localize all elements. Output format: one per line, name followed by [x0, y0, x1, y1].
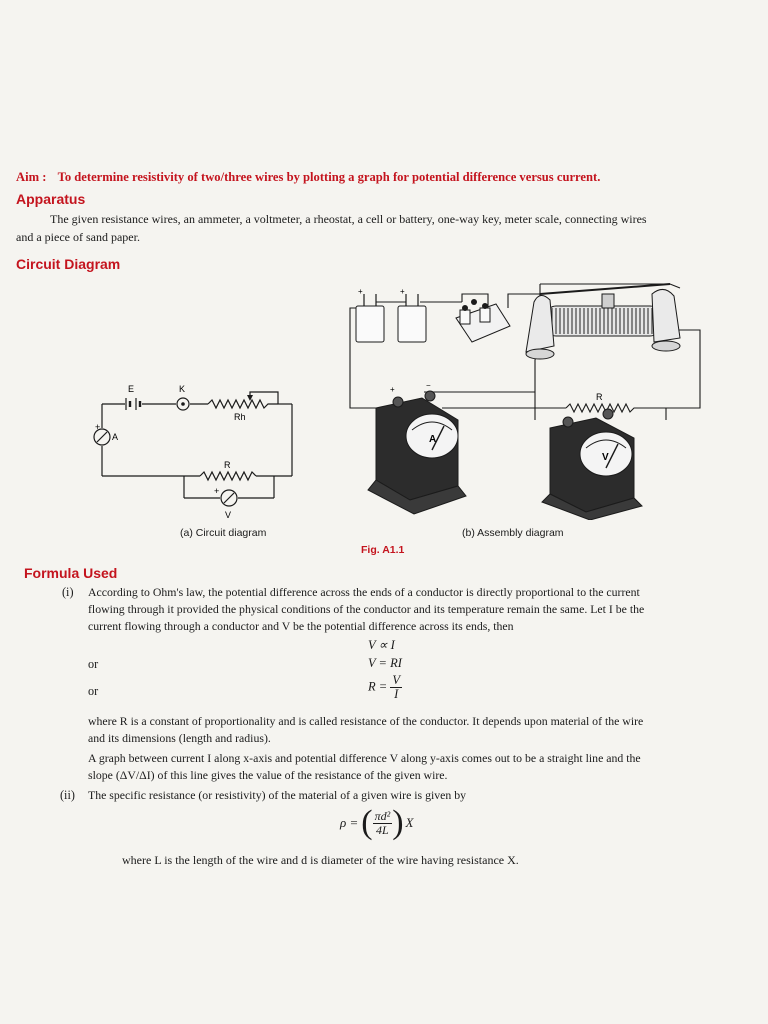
- or-label-2: or: [88, 684, 99, 698]
- resistance-numerator: V: [392, 673, 400, 687]
- ammeter-minus: −: [426, 381, 431, 390]
- label-V-plus: +: [214, 486, 220, 496]
- assembly-label-R: R: [596, 392, 603, 402]
- label-A: A: [112, 432, 119, 442]
- ohms-law-line3: current flowing through a conductor and V be the potential difference across its ends, then: [88, 619, 514, 633]
- label-R: R: [224, 460, 231, 470]
- ammeter-plus: +: [390, 385, 395, 394]
- formula-used-heading: Formula Used: [24, 565, 118, 581]
- where-line1: where R is a constant of proportionality and is called resistance of the conductor. It depends upon material of the wire: [88, 714, 644, 728]
- label-Rh: Rh: [234, 412, 246, 422]
- label-E: E: [128, 384, 135, 394]
- ohms-law-line2: flowing through it provided the physical conditions of the conductor and its temperature remain the same. Let I be the: [88, 602, 645, 616]
- rho-fraction: [373, 810, 393, 837]
- rho-denominator: 4L: [376, 822, 389, 837]
- equation-ohm: V = RI: [368, 656, 402, 670]
- resistivity-intro: The specific resistance (or resistivity) of the material of a given wire is given by: [88, 788, 467, 802]
- left-paren: (: [361, 804, 373, 841]
- ohms-law-line1: According to Ohm's law, the potential difference across the ends of a conductor is directly proportional to the current: [88, 585, 640, 599]
- apparatus-text-line2: and a piece of sand paper.: [16, 230, 140, 244]
- label-A-plus: +: [95, 422, 101, 432]
- resistance-fraction: [390, 674, 402, 701]
- caption-circuit-diagram: (a) Circuit diagram: [180, 527, 267, 539]
- resistance-denominator: I: [394, 687, 399, 701]
- graph-line1: A graph between current I along x-axis and potential difference V along y-axis comes out to be a straight line and the: [88, 751, 641, 765]
- rho-lhs: ρ =: [340, 815, 359, 830]
- label-V: V: [225, 510, 232, 520]
- cell2-plus: +: [400, 287, 405, 296]
- apparatus-text-line1: The given resistance wires, an ammeter, a voltmeter, a rheostat, a cell or battery, one-way key, meter scale, connecting wires: [50, 212, 647, 226]
- circuit-diagram-heading: Circuit Diagram: [16, 256, 121, 272]
- rho-rhs: X: [405, 815, 414, 830]
- caption-assembly-diagram: (b) Assembly diagram: [462, 527, 564, 539]
- circuit-diagram-schematic: [90, 380, 305, 520]
- cell1-plus: +: [358, 287, 363, 296]
- label-K: K: [179, 384, 186, 394]
- aim-line: [16, 170, 600, 185]
- voltmeter-label: V: [602, 452, 609, 463]
- item-ii-marker: (ii): [60, 788, 75, 802]
- equation-proportional: V ∝ I: [368, 638, 395, 652]
- equation-resistance: [368, 674, 402, 701]
- item-i-marker: (i): [62, 585, 74, 599]
- or-label-1: or: [88, 657, 99, 671]
- resistance-lhs: R =: [368, 679, 388, 694]
- graph-line2: slope (ΔV/ΔI) of this line gives the value of the resistance of the given wire.: [88, 768, 448, 782]
- final-line: where L is the length of the wire and d is diameter of the wire having resistance X.: [122, 853, 519, 867]
- apparatus-heading: Apparatus: [16, 191, 86, 207]
- ammeter-label: A: [429, 434, 437, 445]
- where-line2: and its dimensions (length and radius).: [88, 731, 271, 745]
- figure-label: Fig. A1.1: [361, 544, 405, 556]
- right-paren: ): [392, 804, 404, 841]
- assembly-diagram: [340, 280, 710, 520]
- aim-label: Aim :: [16, 170, 47, 184]
- rho-numerator: πd²: [374, 808, 391, 823]
- resistivity-formula: [340, 806, 413, 840]
- aim-text: To determine resistivity of two/three wires by plotting a graph for potential difference versus current.: [57, 170, 601, 184]
